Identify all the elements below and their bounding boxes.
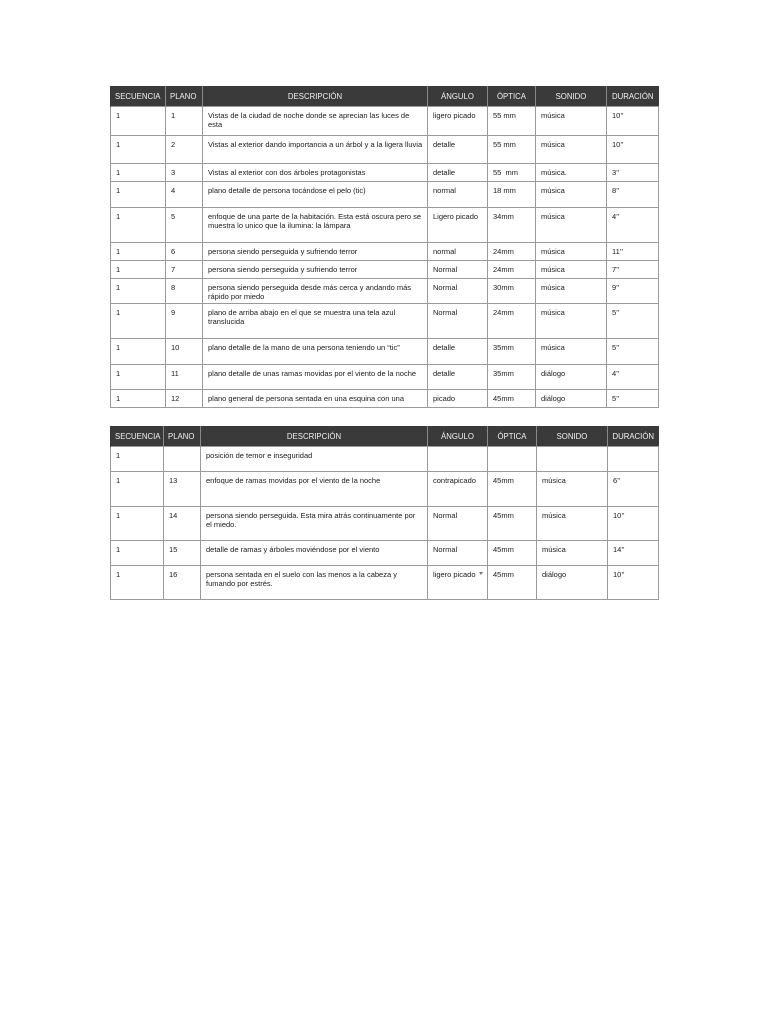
cell-plano: 8 — [166, 279, 203, 304]
cell-duracion: 10’’ — [608, 507, 659, 541]
cell-sonido: música — [536, 243, 607, 261]
cell-sonido: música — [536, 182, 607, 208]
cell-duracion — [608, 447, 659, 472]
cell-sonido: diálogo — [536, 365, 607, 390]
cell-angulo — [428, 447, 488, 472]
cell-plano: 1 — [166, 107, 203, 136]
cell-descripcion: plano detalle de persona tocándose el pelo (tic) — [203, 182, 428, 208]
table-row — [111, 136, 659, 164]
table-row — [111, 208, 659, 243]
cell-descripcion: plano detalle de la mano de una persona teniendo un “tic” — [203, 339, 428, 365]
cell-optica: 45mm — [488, 541, 537, 566]
cell-secuencia: 1 — [111, 447, 164, 472]
cell-sonido: música — [536, 107, 607, 136]
cell-optica: 45mm — [488, 507, 537, 541]
cell-descripcion: persona siendo perseguida y sufriendo terror — [203, 243, 428, 261]
cell-sonido: música — [537, 472, 608, 507]
cell-sonido: música — [536, 208, 607, 243]
cell-angulo: picado — [428, 390, 488, 408]
cell-secuencia: 1 — [111, 261, 166, 279]
cell-angulo: Ligero picado — [428, 208, 488, 243]
header-optica: ÓPTICA — [488, 426, 537, 447]
shot-list-table-1 — [110, 86, 659, 408]
cell-secuencia: 1 — [111, 339, 166, 365]
cell-duracion: 7’’ — [607, 261, 659, 279]
cell-optica: 24mm — [488, 304, 536, 339]
cell-descripcion: plano general de persona sentada en una esquina con una — [203, 390, 428, 408]
cell-angulo: detalle — [428, 365, 488, 390]
cell-descripcion: Vistas al exterior con dos árboles protagonistas — [203, 164, 428, 182]
cell-duracion: 9’’ — [607, 279, 659, 304]
table-row — [111, 390, 659, 408]
cell-sonido: música — [537, 507, 608, 541]
cell-angulo: Normal — [428, 279, 488, 304]
cell-plano: 16 — [164, 566, 201, 600]
table-row — [111, 243, 659, 261]
table-row — [111, 107, 659, 136]
table-row — [111, 447, 659, 472]
cell-duracion: 10’’ — [607, 136, 659, 164]
cell-plano: 10 — [166, 339, 203, 365]
cell-optica: 18 mm — [488, 182, 536, 208]
cell-duracion: 10’’ — [607, 107, 659, 136]
cell-descripcion: persona sentada en el suelo con las menos a la cabeza y fumando por estrés. — [201, 566, 428, 600]
cell-descripcion: detalle de ramas y árboles moviéndose por el viento — [201, 541, 428, 566]
table-row — [111, 541, 659, 566]
cell-plano: 6 — [166, 243, 203, 261]
cell-angulo: Normal — [428, 541, 488, 566]
cell-plano: 5 — [166, 208, 203, 243]
header-duracion: DURACIÓN — [608, 426, 659, 447]
cell-descripcion: persona siendo perseguida desde más cerca y andando más rápido por miedo — [203, 279, 428, 304]
table-row — [111, 339, 659, 365]
cell-optica: 35mm — [488, 339, 536, 365]
cell-optica: 35mm — [488, 365, 536, 390]
cell-angulo: Normal — [428, 507, 488, 541]
cell-plano — [164, 447, 201, 472]
header-descripcion: DESCRIPCIÓN — [203, 86, 428, 107]
cell-duracion: 11’’ — [607, 243, 659, 261]
cell-sonido: diálogo — [536, 390, 607, 408]
cell-optica: 24mm — [488, 261, 536, 279]
cell-descripcion: plano de arriba abajo en el que se muestra una tela azul translucida — [203, 304, 428, 339]
cell-secuencia: 1 — [111, 472, 164, 507]
cell-duracion: 5’’ — [607, 304, 659, 339]
shot-list-table-2 — [110, 426, 659, 600]
header-angulo: ÁNGULO — [428, 86, 488, 107]
cell-sonido: música — [536, 339, 607, 365]
header-sonido: SONIDO — [537, 426, 608, 447]
cell-optica: 30mm — [488, 279, 536, 304]
cell-plano: 11 — [166, 365, 203, 390]
cell-sonido: música — [536, 136, 607, 164]
cell-secuencia: 1 — [111, 390, 166, 408]
cell-optica: 55 mm — [488, 164, 536, 182]
cell-sonido: música — [536, 304, 607, 339]
cell-plano: 13 — [164, 472, 201, 507]
cell-duracion: 4’’ — [607, 365, 659, 390]
table-row — [111, 365, 659, 390]
cell-descripcion: enfoque de ramas movidas por el viento de la noche — [201, 472, 428, 507]
cell-duracion: 5’’ — [607, 390, 659, 408]
cell-sonido: música. — [536, 164, 607, 182]
cell-plano: 12 — [166, 390, 203, 408]
table-row — [111, 304, 659, 339]
cell-plano: 9 — [166, 304, 203, 339]
cell-secuencia: 1 — [111, 365, 166, 390]
cell-angulo: detalle — [428, 136, 488, 164]
cell-angulo: contrapicado — [428, 472, 488, 507]
cell-secuencia: 1 — [111, 243, 166, 261]
header-plano: PLANO — [164, 426, 201, 447]
header-secuencia: SECUENCIA — [111, 86, 166, 107]
cell-duracion: 6’’ — [608, 472, 659, 507]
cell-descripcion: posición de temor e inseguridad — [201, 447, 428, 472]
cell-sonido: música — [537, 541, 608, 566]
table-row — [111, 472, 659, 507]
cell-optica: 34mm — [488, 208, 536, 243]
cell-sonido: música — [536, 279, 607, 304]
cell-duracion: 8’’ — [607, 182, 659, 208]
table-row — [111, 507, 659, 541]
cell-optica: 45mm — [488, 390, 536, 408]
cell-optica: 45mm — [488, 566, 537, 600]
cell-optica — [488, 447, 537, 472]
cell-angulo: normal — [428, 243, 488, 261]
cell-descripcion: enfoque de una parte de la habitación. Esta está oscura pero se muestra lo unico que la ilumina: la lámpara — [203, 208, 428, 243]
table-row — [111, 261, 659, 279]
cell-duracion: 5’’ — [607, 339, 659, 365]
table-row — [111, 279, 659, 304]
cell-plano: 7 — [166, 261, 203, 279]
cell-secuencia: 1 — [111, 164, 166, 182]
cell-duracion: 14’’ — [608, 541, 659, 566]
cell-duracion: 4’’ — [607, 208, 659, 243]
cell-descripcion: persona siendo perseguida y sufriendo terror — [203, 261, 428, 279]
table-row — [111, 566, 659, 600]
cell-duracion: 3’’ — [607, 164, 659, 182]
cell-angulo: detalle — [428, 164, 488, 182]
table-header-row — [111, 86, 659, 107]
header-duracion: DURACIÓN — [607, 86, 659, 107]
cell-angulo: ligero picado — [428, 107, 488, 136]
cell-optica: 55 mm — [488, 136, 536, 164]
header-descripcion: DESCRIPCIÓN — [201, 426, 428, 447]
header-sonido: SONIDO — [536, 86, 607, 107]
cell-sonido: música — [536, 261, 607, 279]
dropdown-arrow-icon — [479, 572, 483, 575]
cell-secuencia: 1 — [111, 304, 166, 339]
cell-duracion: 10’’ — [608, 566, 659, 600]
cell-secuencia: 1 — [111, 136, 166, 164]
cell-descripcion: Vistas de la ciudad de noche donde se aprecian las luces de esta — [203, 107, 428, 136]
table-header-row — [111, 426, 659, 447]
table-row — [111, 164, 659, 182]
cell-plano: 2 — [166, 136, 203, 164]
cell-secuencia: 1 — [111, 541, 164, 566]
cell-angulo — [428, 566, 488, 600]
cell-angulo-text: ligero picado — [433, 570, 476, 579]
cell-angulo: Normal — [428, 304, 488, 339]
cell-plano: 3 — [166, 164, 203, 182]
cell-descripcion: Vistas al exterior dando importancia a un árbol y a la ligera lluvia — [203, 136, 428, 164]
header-optica: ÓPTICA — [488, 86, 536, 107]
cell-angulo: normal — [428, 182, 488, 208]
header-angulo: ÁNGULO — [428, 426, 488, 447]
cell-plano: 4 — [166, 182, 203, 208]
cell-optica: 24mm — [488, 243, 536, 261]
header-secuencia: SECUENCIA — [111, 426, 164, 447]
cell-descripcion: persona siendo perseguida. Esta mira atrás continuamente por el miedo. — [201, 507, 428, 541]
cell-descripcion: plano detalle de unas ramas movidas por el viento de la noche — [203, 365, 428, 390]
cell-secuencia: 1 — [111, 279, 166, 304]
cell-secuencia: 1 — [111, 566, 164, 600]
cell-sonido — [537, 447, 608, 472]
cell-angulo: detalle — [428, 339, 488, 365]
table-row — [111, 182, 659, 208]
cell-sonido: diálogo — [537, 566, 608, 600]
header-plano: PLANO — [166, 86, 203, 107]
cell-plano: 14 — [164, 507, 201, 541]
cell-plano: 15 — [164, 541, 201, 566]
cell-angulo: Normal — [428, 261, 488, 279]
cell-secuencia: 1 — [111, 507, 164, 541]
cell-optica: 45mm — [488, 472, 537, 507]
cell-optica: 55 mm — [488, 107, 536, 136]
cell-secuencia: 1 — [111, 208, 166, 243]
cell-secuencia: 1 — [111, 182, 166, 208]
cell-secuencia: 1 — [111, 107, 166, 136]
